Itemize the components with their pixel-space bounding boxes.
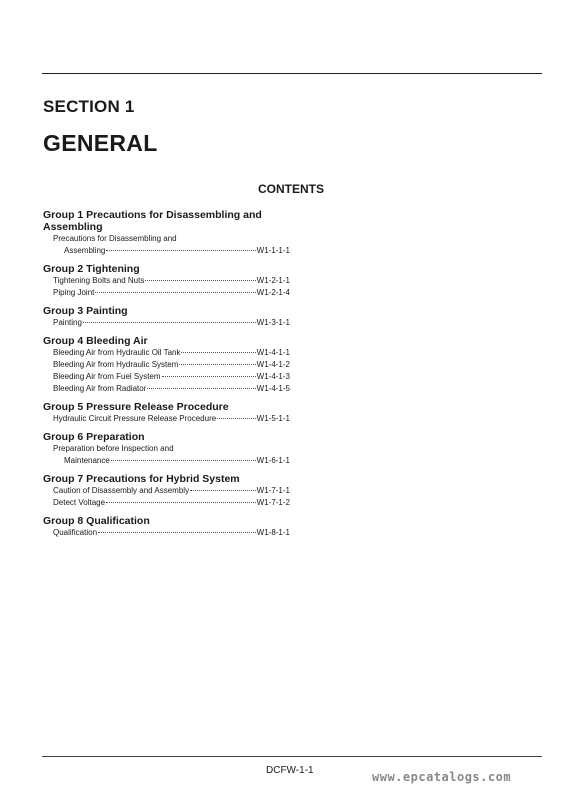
- toc-page-ref: W1-7-1-2: [256, 498, 290, 507]
- toc-entry-label: Caution of Disassembly and Assembly: [53, 486, 190, 495]
- toc-page-ref: W1-4-1-5: [256, 384, 290, 393]
- toc-entry-label: Maintenance: [64, 456, 110, 465]
- toc-entry-label: Bleeding Air from Hydraulic System: [53, 360, 179, 369]
- leader-dots: [181, 352, 255, 353]
- toc-entry[interactable]: [43, 359, 290, 371]
- toc-entry[interactable]: [43, 275, 290, 287]
- toc-entry-label: Bleeding Air from Radiator: [53, 384, 147, 393]
- toc-page-ref: W1-1-1-1: [256, 246, 290, 255]
- contents-heading: CONTENTS: [258, 182, 324, 196]
- group-title: Group 1 Precautions for Disassembling and: [43, 209, 262, 221]
- leader-dots: [106, 250, 255, 251]
- group-title: Group 5 Pressure Release Procedure: [43, 401, 229, 413]
- leader-dots: [111, 460, 256, 461]
- leader-dots: [190, 490, 256, 491]
- table-of-contents: [43, 209, 290, 545]
- watermark: www.epcatalogs.com: [372, 770, 512, 784]
- group-title: Group 8 Qualification: [43, 515, 150, 527]
- toc-entry-label: Detect Voltage: [53, 498, 106, 507]
- bottom-rule: [42, 756, 542, 757]
- group-title: Group 3 Painting: [43, 305, 128, 317]
- toc-entry-label: Assembling: [64, 246, 106, 255]
- toc-entry-label: Bleeding Air from Fuel System: [53, 372, 161, 381]
- toc-entry[interactable]: [43, 347, 290, 359]
- section-title: GENERAL: [43, 130, 158, 156]
- page-number: DCFW-1-1: [266, 765, 314, 776]
- toc-group-1: [43, 209, 290, 257]
- toc-entry-label: Qualification: [53, 528, 98, 537]
- toc-page-ref: W1-8-1-1: [256, 528, 290, 537]
- leader-dots: [147, 388, 255, 389]
- toc-entry-label: Hydraulic Circuit Pressure Release Procedure: [53, 414, 217, 423]
- toc-page-ref: W1-5-1-1: [256, 414, 290, 423]
- leader-dots: [145, 280, 255, 281]
- section-label: SECTION 1: [43, 97, 135, 116]
- toc-entry[interactable]: [43, 527, 290, 539]
- group-title-continued: Assembling: [43, 221, 103, 233]
- toc-group-5: [43, 401, 290, 425]
- toc-page-ref: W1-4-1-1: [256, 348, 290, 357]
- toc-page-ref: W1-7-1-1: [256, 486, 290, 495]
- leader-dots: [106, 502, 256, 503]
- toc-group-4: [43, 335, 290, 395]
- toc-entry-label: Precautions for Disassembling and: [53, 234, 177, 243]
- toc-page-ref: W1-4-1-3: [256, 372, 290, 381]
- toc-entry[interactable]: [43, 371, 290, 383]
- toc-entry[interactable]: [43, 287, 290, 299]
- toc-page-ref: W1-3-1-1: [256, 318, 290, 327]
- group-title: Group 7 Precautions for Hybrid System: [43, 473, 240, 485]
- toc-group-8: [43, 515, 290, 539]
- toc-entry[interactable]: [43, 455, 290, 467]
- leader-dots: [98, 532, 256, 533]
- toc-entry-label: Bleeding Air from Hydraulic Oil Tank: [53, 348, 181, 357]
- group-title: Group 6 Preparation: [43, 431, 145, 443]
- toc-entry-label: Painting: [53, 318, 82, 327]
- leader-dots: [217, 418, 255, 419]
- toc-entry[interactable]: [43, 497, 290, 509]
- toc-page-ref: W1-2-1-1: [256, 276, 290, 285]
- top-rule: [42, 73, 542, 74]
- group-title: Group 2 Tightening: [43, 263, 140, 275]
- group-title: Group 4 Bleeding Air: [43, 335, 148, 347]
- toc-entry[interactable]: [43, 413, 290, 425]
- leader-dots: [83, 322, 256, 323]
- toc-entry-label: Preparation before Inspection and: [53, 444, 174, 453]
- toc-entry[interactable]: [43, 485, 290, 497]
- leader-dots: [162, 376, 256, 377]
- toc-group-6: [43, 431, 290, 467]
- toc-group-3: [43, 305, 290, 329]
- leader-dots: [95, 292, 255, 293]
- toc-entry[interactable]: [43, 383, 290, 395]
- leader-dots: [179, 364, 255, 365]
- toc-page-ref: W1-2-1-4: [256, 288, 290, 297]
- toc-entry-label: Tightening Bolts and Nuts: [53, 276, 145, 285]
- toc-entry[interactable]: [43, 317, 290, 329]
- toc-group-7: [43, 473, 290, 509]
- toc-page-ref: W1-6-1-1: [256, 456, 290, 465]
- toc-page-ref: W1-4-1-2: [256, 360, 290, 369]
- toc-entry[interactable]: [43, 245, 290, 257]
- toc-group-2: [43, 263, 290, 299]
- toc-entry-label: Piping Joint: [53, 288, 95, 297]
